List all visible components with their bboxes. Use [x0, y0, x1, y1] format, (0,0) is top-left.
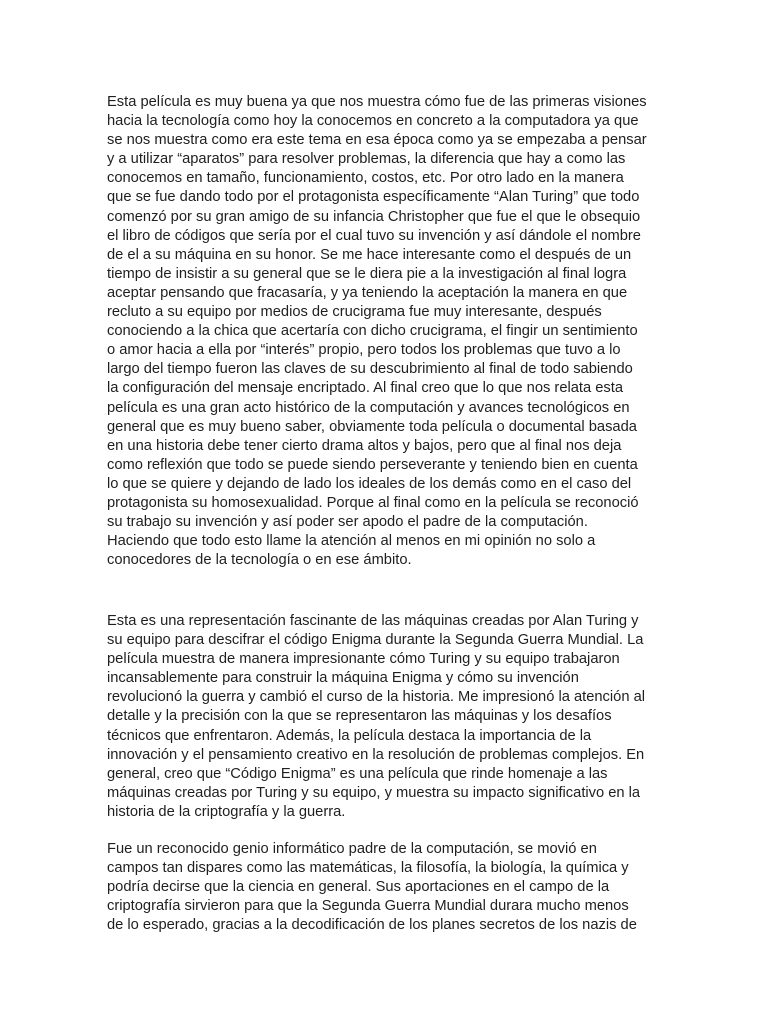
- paragraph-review-intro: Esta película es muy buena ya que nos muestra cómo fue de las primeras visiones hacia la tecnología como hoy la conocemos en concreto a la computadora ya que se nos muestra como era este tema en esa época como ya se empezaba a pensar y a utilizar “aparatos” para resolver problemas, la diferencia que hay a como las conocemos en tamaño, funcionamiento, costos, etc. Por otro lado en la manera que se fue dando todo por el protagonista específicamente “Alan Turing” que todo comenzó por su gran amigo de su infancia Christopher que fue el que le obsequio el libro de códigos que sería por el cual tuvo su invención y así dándole el nombre de el a su máquina en su honor. Se me hace interesante como el después de un tiempo de insistir a su general que se le diera pie a la investigación al final logra aceptar pensando que fracasaría, y ya teniendo la aceptación la manera en que recluto a su equipo por medios de crucigrama fue muy interesante, después conociendo a la chica que acertaría con dicho crucigrama, el fingir un sentimiento o amor hacia a ella por “interés” propio, pero todos los problemas que tuvo a lo largo del tiempo fueron las claves de su descubrimiento al final de todo sabiendo la configuración del mensaje encriptado. Al final creo que lo que nos relata esta película es una gran acto histórico de la computación y avances tecnológicos en general que es muy bueno saber, obviamente toda película o documental basada en una historia debe tener cierto drama altos y bajos, pero que al final nos deja como reflexión que todo se puede siendo perseverante y teniendo bien en cuenta lo que se quiere y dejando de lado los ideales de los demás como en el caso del protagonista su homosexualidad. Porque al final como en la película se reconoció su trabajo su invención y así poder ser apodo el padre de la computación. Haciendo que todo esto llame la atención al menos en mi opinión no solo a conocedores de la tecnología o en ese ámbito.: [107, 94, 647, 569]
- paragraph-turing-biography: Fue un reconocido genio informático padre de la computación, se movió en campos tan dispares como las matemáticas, la filosofía, la biología, la química y podría decirse que la ciencia en general. Sus aportaciones en el campo de la criptografía sirvieron para que la Segunda Guerra Mundial durara mucho menos de lo esperado, gracias a la decodificación de los planes secretos de los nazis de: [107, 841, 637, 934]
- paragraph-enigma-machines: Esta es una representación fascinante de las máquinas creadas por Alan Turing y su equipo para descifrar el código Enigma durante la Segunda Guerra Mundial. La película muestra de manera impresionante cómo Turing y su equipo trabajaron incansablemente para construir la máquina Enigma y cómo su invención revolucionó la guerra y cambió el curso de la historia. Me impresionó la atención al detalle y la precisión con la que se representaron las máquinas y los desafíos técnicos que enfrentaron. Además, la película destaca la importancia de la innovación y el pensamiento creativo en la resolución de problemas complejos. En general, creo que “Código Enigma” es una película que rinde homenaje a las máquinas creadas por Turing y su equipo, y muestra su impacto significativo en la historia de la criptografía y la guerra.: [107, 613, 646, 820]
